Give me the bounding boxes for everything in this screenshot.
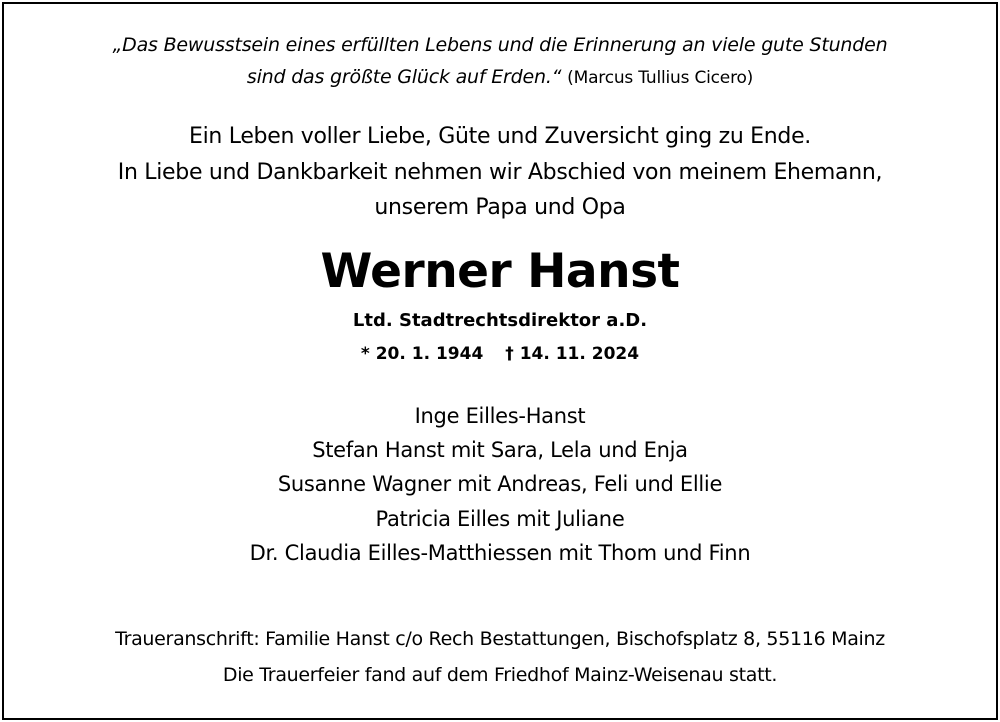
quote-line-1: „Das Bewusstsein eines erfüllten Lebens und die Erinnerung an viele gute Stunden	[112, 34, 888, 56]
deceased-title: Ltd. Stadtrechtsdirektor a.D.	[352, 310, 648, 331]
obituary-notice	[2, 2, 998, 720]
quote-text: sind das größte Glück auf Erden.“	[246, 66, 562, 88]
intro-line-3: unserem Papa und Opa	[374, 195, 626, 220]
deceased-name: Werner Hanst	[320, 244, 680, 299]
family-member: Stefan Hanst mit Sara, Lela und Enja	[312, 438, 688, 462]
birth-date: * 20. 1. 1944	[360, 344, 484, 364]
quote-source: (Marcus Tullius Cicero)	[567, 68, 754, 88]
family-member: Patricia Eilles mit Juliane	[375, 507, 625, 531]
mourning-address: Traueranschrift: Familie Hanst c/o Rech Bestattungen, Bischofsplatz 8, 55116 Mainz	[115, 628, 885, 650]
family-member: Susanne Wagner mit Andreas, Feli und Ellie	[277, 472, 723, 496]
family-member: Dr. Claudia Eilles-Matthiessen mit Thom und Finn	[249, 541, 751, 565]
life-dates	[4, 344, 996, 364]
quote-line-2	[4, 66, 996, 88]
family-member: Inge Eilles-Hanst	[414, 404, 586, 428]
intro-line-1: Ein Leben voller Liebe, Güte und Zuversicht ging zu Ende.	[189, 124, 811, 149]
intro-line-2: In Liebe und Dankbarkeit nehmen wir Abschied von meinem Ehemann,	[117, 160, 883, 185]
ceremony-note: Die Trauerfeier fand auf dem Friedhof Mainz-Weisenau statt.	[222, 664, 778, 686]
death-date: † 14. 11. 2024	[505, 344, 640, 364]
